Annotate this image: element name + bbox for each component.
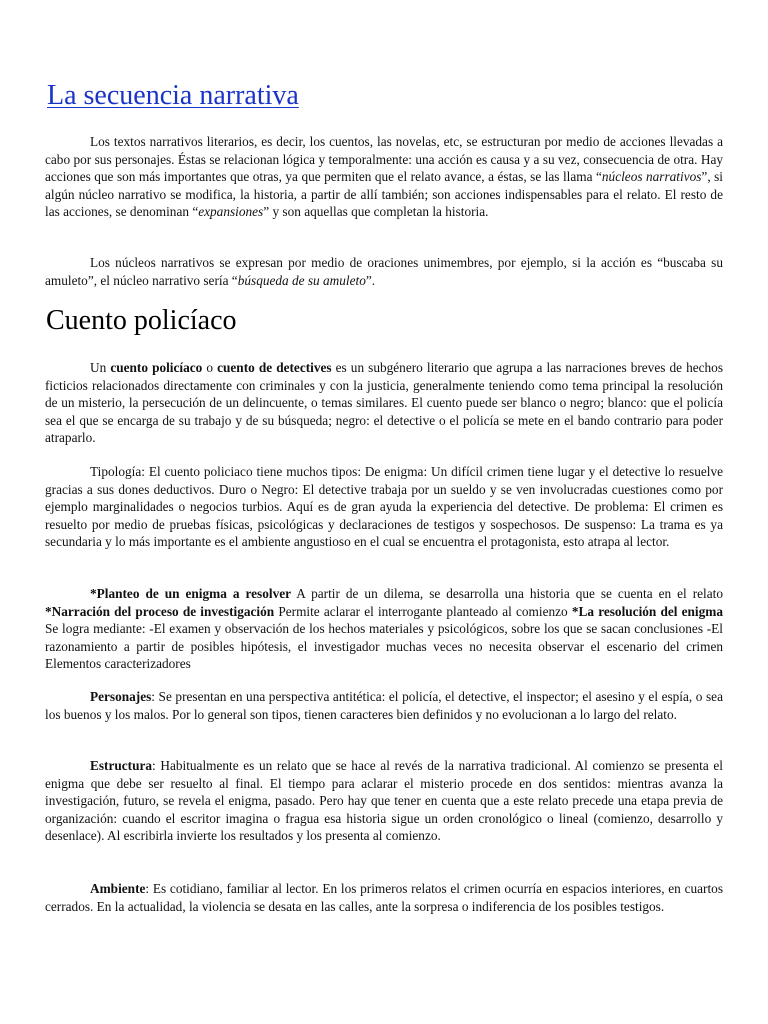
policiaco-paragraph-2: Tipología: El cuento policiaco tiene muchos tipos: De enigma: Un difícil crimen tiene lugar y el detective lo resuelve gracias a sus dones deductivos. Duro o Negro: El detective trabaja por un sueldo y se ven involucradas cuestiones como por ejemplo marginalidades o negocios turbios. Aquí es de gran ayuda la experiencia del detective. De problema: El crimen es resuelto por medio de pruebas físicas, psicológicas y declaraciones de testigos y sospechosos. De suspenso: La trama es ya secundaria y lo más importante es el ambiente angustioso en el cual se encuentra el protagonista, esto atrapa al lector. — [45, 464, 723, 550]
policiaco-paragraph-3: *Planteo de un enigma a resolver A partir de un dilema, se desarrolla una historia que se cuenta en el relato *Narración del proceso de investigación Permite aclarar el interrogante planteado al comienzo *La resolución del enigma Se logra mediante: -El examen y observación de los hechos materiales y psicológicos, sobre los que se sacan conclusiones -El razonamiento a partir de posibles hipótesis, el investigador muchas veces no necesita observar el escenario del crimen Elementos caracterizadores — [45, 586, 724, 672]
page-title[interactable]: La secuencia narrativa — [47, 80, 299, 111]
policiaco-paragraph-4: Personajes: Se presentan en una perspectiva antitética: el policía, el detective, el inspector; el asesino y el espía, o sea los buenos y los malos. Por lo general son tipos, tienen caracteres bien definidos y no evolucionan a lo largo del relato. — [45, 689, 723, 722]
intro-paragraph-1: Los textos narrativos literarios, es decir, los cuentos, las novelas, etc, se estructuran por medio de acciones llevadas a cabo por sus personajes. Éstas se relacionan lógica y temporalmente: una acción es causa y a su vez, consecuencia de otra. Hay acciones que son más importantes que otras, ya que permiten que el relato avance, a éstas, se las llama “núcleos narrativos”, si algún núcleo narrativo se modifica, la historia, a partir de allí también; son acciones indispensables para el relato. El resto de las acciones, se denominan “expansiones” y son aquellas que completan la historia. — [45, 134, 724, 220]
policiaco-paragraph-1: Un cuento policíaco o cuento de detectives es un subgénero literario que agrupa a las narraciones breves de hechos ficticios relacionados directamente con criminales y con la justicia, generalmente teniendo como tema principal la resolución de un misterio, la persecución de un delincuente, o temas similares. El cuento puede ser blanco o negro; blanco: que el policía sea el que se encarga de su trabajo y de su búsqueda; negro: el detective o el policía se mete en el bando contrario para poder atraparlo. — [45, 360, 724, 446]
intro-paragraph-2: Los núcleos narrativos se expresan por medio de oraciones unimembres, por ejemplo, si la acción es “buscaba su amuleto”, el núcleo narrativo sería “búsqueda de su amuleto”. — [45, 255, 723, 288]
policiaco-paragraph-6: Ambiente: Es cotidiano, familiar al lector. En los primeros relatos el crimen ocurría en espacios interiores, en cuartos cerrados. En la actualidad, la violencia se desata en las calles, ante la sorpresa o indiferencia de los posibles testigos. — [45, 881, 723, 914]
section-title: Cuento policíaco — [46, 305, 237, 336]
policiaco-paragraph-5: Estructura: Habitualmente es un relato que se hace al revés de la narrativa tradicional. Al comienzo se presenta el enigma que debe ser resuelto al final. El tiempo para aclarar el misterio procede en dos sentidos: mientras avanza la investigación, futuro, se revela el enigma, pasado. Pero hay que tener en cuenta que a este relato precede una etapa previa de organización: cuando el escritor imagina o fragua esa historia sigue un orden cronológico o lineal (comienzo, desarrollo y desenlace). Al escribirla invierte los resultados y los presenta al comienzo. — [45, 758, 723, 844]
